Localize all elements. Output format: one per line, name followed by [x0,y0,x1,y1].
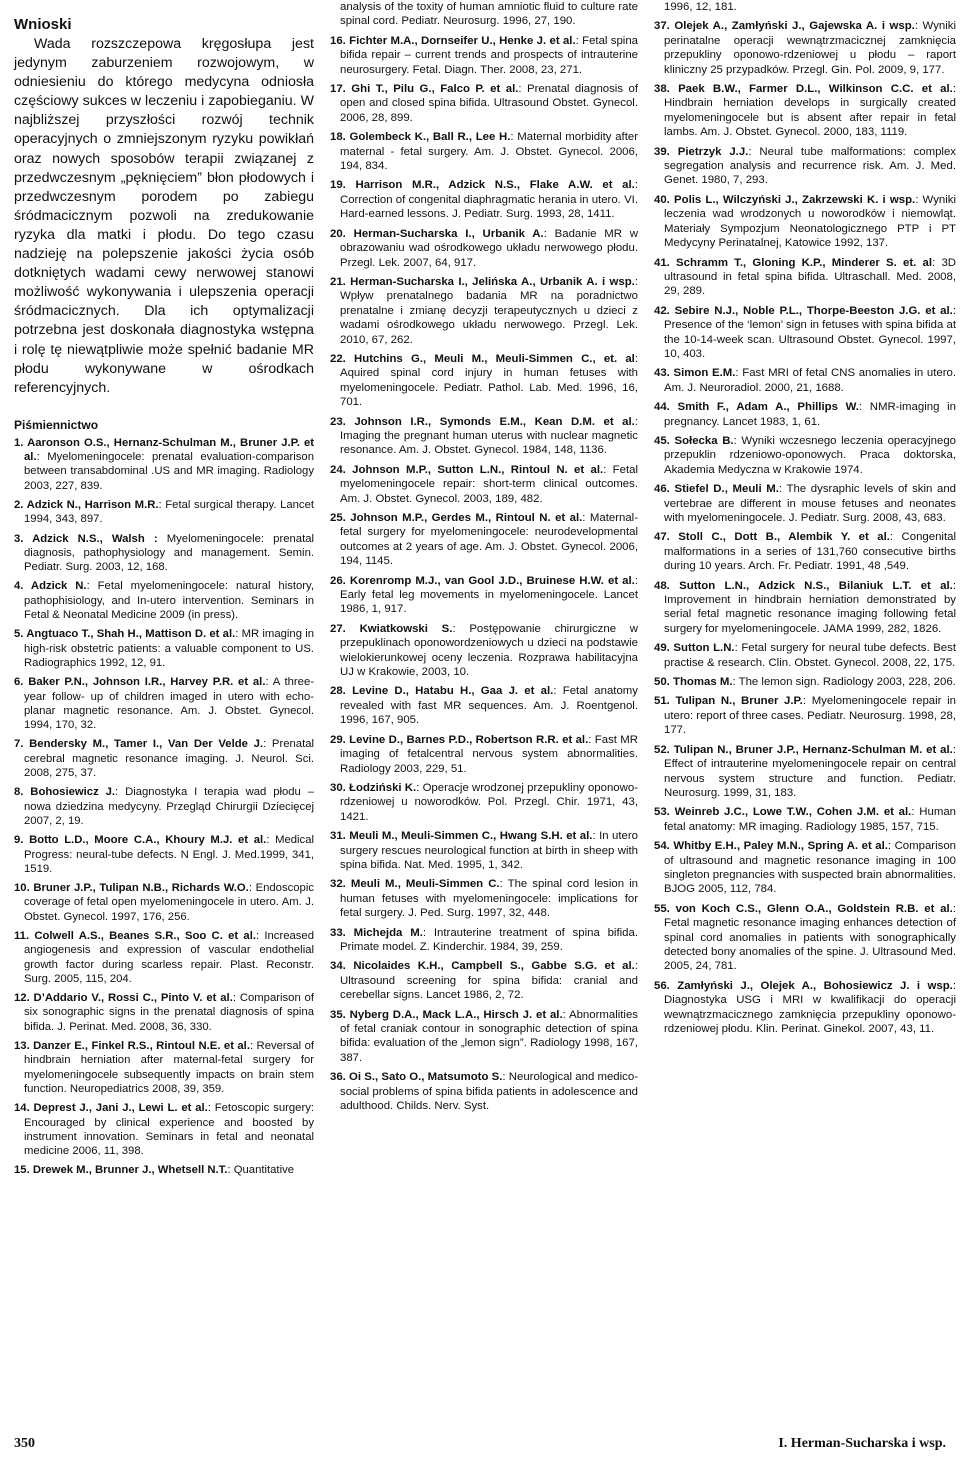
reference-authors: 15. Drewek M., Brunner J., Whetsell N.T. [14,1164,228,1177]
reference-text: : Fetal magnetic resonance imaging enhances detection of spinal cord anomalies in patients with sonographically detected bony anomalies of the spine. J. Ultrasound Med. 2005, 24, 781. [664,902,956,973]
reference-authors: 51. Tulipan N., Bruner J.P. [654,695,803,708]
reference-item [330,926,638,955]
reference-authors: 48. Sutton L.N., Adzick N.S., Bilaniuk L.T. et al. [654,579,953,592]
reference-authors: 2. Adzick N., Harrison M.R. [14,498,159,511]
reference-item [14,579,314,622]
running-author: I. Herman-Sucharska i wsp. [778,1436,946,1451]
reference-item [14,833,314,876]
reference-authors: 26. Korenromp M.J., van Gool J.D., Bruinese H.W. et al. [330,574,635,587]
reference-authors: 9. Botto L.D., Moore C.A., Khoury M.J. et al. [14,834,267,847]
reference-text: : Myelomeningocele: prenatal evaluation-comparison between transabdominal .US and MR imaging. Radiology 2003, 227, 839. [24,451,314,492]
reference-text: : Abnormalities of fetal craniak contour in sonographic detection of spina bifida: evaluation of the „lemon sign”. Radiology 1998, 167, 387. [340,1008,638,1064]
reference-text: : Operacje wrodzonej przepukliny oponowo-rdzeniowej u noworodków. Pol. Przegl. Chir. 1971, 43, 1421. [340,781,638,823]
reference-item [330,684,638,727]
reference-text: : Effect of intrauterine myelomeningocele repair on central nervous system structure and function. Pediatr. Neurosurg. 1999, 31, 183. [664,743,956,799]
reference-authors: 13. Danzer E., Finkel R.S., Rintoul N.E. et al. [14,1040,250,1053]
right-column [654,0,956,1041]
reference-authors: 43. Simon E.M. [654,367,736,380]
reference-authors: 24. Johnson M.P., Sutton L.N., Rintoul N. et al. [330,463,604,476]
reference-item [330,733,638,776]
reference-item [14,929,314,986]
reference-item [330,34,638,77]
reference-text: : Neurological and medico-social problems of spina bifida patients in adolescence and adulthood. Childs. Nerv. Syst. [340,1071,638,1113]
page-number: 350 [14,1436,35,1451]
reference-text: : Diagnostyka USG i MRI w kwalifikacji do operacji wewnątrzmacicznego zamknięcia przepukliny oponowo-rdzeniowej płodu. Klin. Perinat. Ginekol. 2007, 43, 11. [664,979,956,1035]
reference-authors: 25. Johnson M.P., Gerdes M., Rintoul N. et al. [330,512,583,524]
reference-item [654,19,956,77]
reference-item [14,498,314,527]
reference-text: : Maternal-fetal surgery for myelomeningocele: neurodevelopmental outcomes at 2 years of age. Am. J. Obstet. Gynecol. 2006, 194, 1145. [340,512,638,568]
reference-text: : Comparison of six sonographic signs in the prenatal diagnosis of spina bifida. J. Perinat. Med. 2008, 36, 330. [24,992,314,1033]
reference-text: : Maternal morbidity after maternal - fetal surgery. Am. J. Obstet. Gynecol. 2006, 194, 834. [340,131,638,173]
reference-text: : Fetal myelomeningocele: natural history, pathophisiology, and In-utero intervention. Seminars in Fetal & Neonatal Medicine 2009 (in press). [24,580,314,622]
reference-authors: 32. Meuli M., Meuli-Simmen C. [330,878,500,891]
reference-list-col1 [14,436,314,1178]
reference-text: : Increased angiogenesis and expression of vascular endothelial growth factor during scarless repair. Plast. Reconstr. Surg. 2005, 115, 204. [24,929,314,985]
reference-text: : Prenatal cerebral magnetic resonance imaging. J. Neurol. Sci. 2008, 275, 37. [24,738,315,780]
reference-item [330,511,638,569]
reference-text: analysis of the toxity of human amniotic fluid to culture rate spinal cord. Pediatr. Neurosurg. 1996, 27, 190. [340,1,638,28]
reference-authors: 16. Fichter M.A., Dornseifer U., Henke J. et al. [330,34,576,47]
reference-authors: 3. Adzick N.S., Walsh : [14,532,158,545]
reference-item [654,82,956,140]
reference-authors: 56. Zamłyński J., Olejek A., Bohosiewicz J. i wsp. [654,979,953,992]
reference-item [654,400,956,429]
reference-item [330,352,638,410]
reference-authors: 14. Deprest J., Jani J., Lewi L. et al. [14,1102,208,1115]
reference-authors: 44. Smith F., Adam A., Phillips W. [654,401,859,414]
reference-authors: 20. Herman-Sucharska I., Urbanik A. [330,227,544,240]
reference-text: : Improvement in hindbrain herniation demonstrated by serial fetal magnetic resonance imaging following fetal surgery for myelomeningocele. JAMA 1999, 282, 1826. [664,579,956,635]
reference-authors: 27. Kwiatkowski S. [330,622,453,635]
reference-authors: 18. Golembeck K., Ball R., Lee H. [330,131,511,144]
reference-text: : Prenatal diagnosis of open and closed spina bifida. Ultrasound Obstet. Gynecol. 2006, 28, 899. [340,83,638,124]
reference-item [654,979,956,1037]
reference-text: : MR imaging in high-risk obstetric patients: a valuable component to US. Radiographics 1992, 12, 91. [24,628,314,669]
reference-item [654,694,956,737]
reference-item [330,574,638,617]
reference-item [330,463,638,506]
reference-authors: 54. Whitby E.H., Paley M.N., Spring A. et al. [654,840,888,853]
reference-authors: 37. Olejek A., Zamłyński J., Gajewska A. i wsp. [654,20,915,33]
reference-item [654,902,956,974]
reference-item [14,991,314,1034]
reference-authors: 7. Bendersky M., Tamer I., Van Der Velde J. [14,738,264,751]
reference-text: : Neural tube malformations: complex segregation analysis and recurrence risk. Am. J. Med. Genet. 1980, 7, 293. [664,145,956,187]
reference-item [330,781,638,824]
reference-authors: 6. Baker P.N., Johnson I.R., Harvey P.R. et al. [14,676,266,689]
reference-item [14,1101,314,1158]
reference-item [654,304,956,362]
reference-authors: 33. Michejda M. [330,926,423,939]
reference-authors: 29. Levine D., Barnes P.D., Robertson R.R. et al. [330,733,589,746]
reference-text: : Hindbrain herniation develops in surgically created myelomeningocele but is absent after repair in fetal lambs. Am. J. Obstet. Gynecol. 2000, 183, 1119. [664,83,956,139]
reference-text: : Medical Progress: neural-tube defects. N Engl. J. Med.1999, 341, 1519. [24,834,314,875]
reference-text: : Myelomeningocele repair in utero: report of three cases. Pediatr. Neurosurg. 1998, 28, 177. [664,695,956,737]
reference-item [14,1039,314,1096]
reference-item [654,805,956,834]
reference-text: : The lemon sign. Radiology 2003, 228, 206. [732,676,956,689]
reference-authors: 12. D’Addario V., Rossi C., Pinto V. et al. [14,992,233,1005]
reference-authors: 46. Stiefel D., Meuli M. [654,483,779,496]
reference-item [330,130,638,173]
reference-item [14,436,314,493]
reference-text: : Reversal of hindbrain herniation after maternal-fetal surgery for myelomeningocele subsequently impacts on brain stem function. Neuropediatrics 2008, 39, 359. [24,1040,314,1095]
reference-text: : Imaging the pregnant human uterus with nuclear magnetic resonance. Am. J. Obstet. Gynecol. 1984, 148, 1136. [340,415,638,457]
reference-text: : Diagnostyka I terapia wad płodu – nowa dziedzina medycyny. Przegląd Chirurgii Dziecięcej 2007, 2, 19. [24,786,314,827]
reference-item [14,675,314,732]
reference-authors: 40. Polis L., Wilczyński J., Zakrzewski K. i wsp. [654,193,916,206]
reference-text: : NMR-imaging in pregnancy. Lancet 1983, 1, 61. [664,401,956,428]
reference-item [654,434,956,477]
reference-text: : Wpływ prenatalnego badania MR na poradnictwo prenatalne i zmianę decyzji terapeutycznych u dzieci z wadami ośrodkowego układu nerwowego. Przegl. Lek. 2010, 67, 262. [340,275,638,346]
reference-text: : The spinal cord lesion in human fetuses with myelomeningocele: implications for fetal surgery. J. Ped. Surg. 1997, 32, 448. [340,878,638,920]
reference-text: : Fast MRI of fetal CNS anomalies in utero. Am. J. Neuroradiol. 2000, 21, 1688. [664,367,956,394]
reference-item [654,579,956,637]
reference-authors: 53. Weinreb J.C., Lowe T.W., Cohen J.M. et al. [654,806,912,819]
reference-authors: 38. Paek B.W., Farmer D.L., Wilkinson C.C. et al. [654,83,953,96]
reference-text: : Ultrasound screening for spina bifida: cranial and cerebellar signs. Lancet 1986, 2, 72. [340,960,638,1002]
conclusions-paragraph: Wada rozszczepowa kręgosłupa jest jedynym zaburzeniem rozwojowym, w odniesieniu do którego medycyna odniosła częściowy sukces w leczeniu i zapobieganiu. W najbliższej przyszłości rozwój technik operacyjnych o zmniejszonym ryzyku powikłań oraz nowych sposobów terapii związanej z przedwczesnym „pęknięciem” błon płodowych i przedwczesnym porodem po zabiegu śródmacicznym pozwoli na zredukowanie ryzyka dla matki i płodu. Do tego czasu nadzieję na polepszenie jakości życia osób dotkniętych wadami cewy nerwowej stanowi możliwość wykonywania i ulepszenia operacji śródmacicznych. Dla ich optymalizacji potrzebna jest doskonała diagnostyka wstępna i rolę tę niewątpliwie może spełnić badanie MR płodu wykonywane w ośrodkach referencyjnych. [14,36,314,396]
reference-item [330,178,638,221]
reference-authors: 17. Ghi T., Pilu G., Falco P. et al. [330,83,519,96]
left-column [14,16,314,1183]
reference-authors: 5. Angtuaco T., Shah H., Mattison D. et al. [14,628,236,641]
reference-list-col2 [330,0,638,1113]
reference-authors: 8. Bohosiewicz J. [14,786,116,799]
reference-text: 1996, 12, 181. [664,1,737,13]
reference-item [330,1008,638,1066]
reference-text: : A three-year follow- up of children imaged in utero with echo-planar magnetic resonance. Am. J. Obstet. Gynecol. 1994, 170, 32. [24,676,315,732]
reference-authors: 42. Sebire N.J., Noble P.L., Thorpe-Beeston J.G. et al. [654,304,953,317]
reference-text: : Congenital malformations in a series of 131,760 consecutive births during 10 years. Arch. Fr. Pediatr. 1991, 48 ,549. [664,531,956,573]
reference-text: : Wyniki leczenia wad wrodzonych u noworodków i niemowląt. Materiały Sympozjum Neonatologicznego PTP i PT Medycyny Perinatalnej, Katowice 1992, 137. [664,193,956,250]
reference-text: Myelomeningocele: prenatal diagnosis, pathophysiology and management. Semin. Pediatr. Surg. 2003, 12, 168. [24,532,315,574]
reference-text: : Endoscopic coverage of fetal open myelomeningocele in utero. Am. J. Obstet. Gynecol. 1997, 176, 256. [24,882,314,923]
reference-text: : Intrauterine treatment of spina bifida. Primate model. Z. Kinderchir. 1984, 39, 259. [340,926,638,953]
reference-authors: 11. Colwell A.S., Beanes S.R., Soo C. et al. [14,929,256,942]
reference-item [654,530,956,573]
reference-text: : Wyniki wczesnego leczenia operacyjnego przepuklin rdzeniowo-oponowych. Praca doktorska, Akademia Medyczna w Krakowie 1974. [664,434,956,476]
reference-text: : In utero surgery rescues neurological function at birth in sheep with spina bifida. Nat. Med. 1995, 1, 342. [340,830,638,871]
reference-item [654,675,956,689]
reference-authors: 22. Hutchins G., Meuli M., Meuli-Simmen C., et. al [330,352,635,365]
reference-item [14,627,314,670]
reference-authors: 30. Łodziński K. [330,781,417,794]
reference-authors: 1. Aaronson O.S., Hernanz-Schulman M., Bruner J.P. et al. [14,436,314,464]
reference-text: : 3D ultrasound in fetal spina bifida. Ultraschall. Med. 2008, 29, 289. [664,256,957,298]
reference-text: : Fetal anatomy revealed with fast MR sequences. Am. J. Roentgenol. 1996, 167, 905. [340,685,638,727]
reference-text: : Early fetal leg movements in myelomeningocele. Lancet 1986, 1, 917. [340,574,638,616]
reference-item [330,877,638,920]
reference-text: : Presence of the ‘lemon’ sign in fetuses with spina bifida at the 10-14-week scan. Ultrasound Obstet. Gynecol. 1997, 10, 403. [664,304,956,360]
reference-authors: 34. Nicolaides K.H., Campbell S., Gabbe S.G. et al. [330,960,635,973]
reference-item [330,829,638,872]
reference-item [330,622,638,680]
reference-text: : Aquired spinal cord injury in human fetuses with myelomeningocele. Pediatr. Pathol. Lab. Med. 1996, 16, 701. [340,352,638,409]
reference-item [654,366,956,395]
reference-authors: 19. Harrison M.R., Adzick N.S., Flake A.W. et al. [330,179,635,192]
reference-authors: 45. Sołecka B. [654,434,734,447]
reference-text: : Fetal myelomeningocele repair: short-term clinical outcomes. Am. J. Obstet. Gynecol. 2003, 189, 482. [340,463,638,505]
reference-item [330,275,638,347]
reference-authors: 21. Herman-Sucharska I., Jelińska A., Urbanik A. i wsp. [330,275,635,288]
reference-item [330,415,638,458]
reference-authors: 41. Schramm T., Gloning K.P., Minderer S. et. al [654,256,933,269]
reference-item [14,785,314,828]
reference-text: : Comparison of ultrasound and magnetic resonance imaging in 100 singleton pregnancies with suspected brain abnormalities. BJOG 2005, 112, 784. [664,840,956,896]
reference-authors: 28. Levine D., Hatabu H., Gaa J. et al. [330,685,554,698]
reference-list-col3 [654,0,956,1036]
reference-text: : Human fetal anatomy: MR imaging. Radiology 1985, 157, 715. [664,806,956,833]
reference-item [330,82,638,125]
reference-item [654,743,956,801]
reference-authors: 23. Johnson I.R., Symonds E.M., Kean D.M. et al. [330,415,635,428]
reference-authors: 55. von Koch C.S., Glenn O.A., Goldstein R.B. et al. [654,902,953,915]
reference-text: : Badanie MR w obrazowaniu wad ośrodkowego układu nerwowego płodu. Przegl. Lek. 2007, 64, 917. [340,227,638,269]
reference-authors: 49. Sutton L.N. [654,642,735,655]
reference-authors: 52. Tulipan N., Bruner J.P., Hernanz-Schulman M. et al. [654,743,953,756]
references-heading: Piśmiennictwo [14,417,99,432]
reference-text: : The dysraphic levels of skin and vertebrae are different in mouse fetuses and neonates with myelomeningocele. J. Pediatr. Surg. 2008, 43, 683. [664,483,956,524]
reference-item [330,1070,638,1113]
reference-item [654,0,956,14]
reference-item [654,641,956,670]
reference-text: : Fetal spina bifida repair – current trends and prospects of intrauterine neurosurgery. Fetal. Diagn. Ther. 2008, 23, 271. [340,34,638,76]
reference-text: : Wyniki perinatalne operacji wewnątrzmacicznej zamknięcia przepukliny oponowo-rdzeniowej u płodu – raport kliniczny 25 przypadków. Przegl. Gin. Pol. 2009, 9, 177. [664,20,956,76]
reference-text: : Correction of congenital diaphragmatic herania in utero. VI. Hard-earned lessons. J. Pediatr. Surg. 1993, 28, 1411. [340,179,638,221]
conclusions-heading: Wnioski [14,16,72,33]
reference-item [654,256,956,299]
reference-text: : Fetoscopic surgery: Encouraged by clinical experience and boosted by instrument innovation. Seminars in fetal and neonatal medicine 2006, 11, 398. [24,1102,315,1158]
reference-authors: 31. Meuli M., Meuli-Simmen C., Hwang S.H. et al. [330,830,593,843]
reference-authors: 47. Stoll C., Dott B., Alembik Y. et al. [654,531,890,544]
reference-text: : Fetal surgical therapy. Lancet 1994, 343, 897. [24,498,314,526]
reference-item [14,532,314,575]
reference-item [330,0,638,29]
reference-authors: 36. Oi S., Sato O., Matsumoto S. [330,1071,503,1084]
reference-item [330,959,638,1002]
reference-text: : Fetal surgery for neural tube defects. Best practise & research. Clin. Obstet. Gynecol. 2008, 22, 175. [664,642,956,669]
reference-item [14,737,314,780]
reference-text: : Postępowanie chirurgiczne w przepuklinach oponowordzeniowych u dzieci na podstawie wielokierunkowej oceny leczenia. Rozprawa habilitacyjna UJ w Krakowie, 2003, 10. [340,622,638,679]
reference-authors: 4. Adzick N. [14,580,87,593]
reference-authors: 35. Nyberg D.A., Mack L.A., Hirsch J. et al. [330,1008,563,1021]
reference-item [654,482,956,525]
reference-item [654,145,956,188]
reference-item [654,193,956,251]
reference-authors: 50. Thomas M. [654,676,733,689]
reference-text: : Fast MR imaging of fetalcentral nervous system abnormalities. Radiology 2003, 229, 51. [340,733,638,775]
reference-authors: 39. Pietrzyk J.J. [654,145,749,158]
reference-item [654,839,956,897]
reference-item [14,1163,314,1177]
reference-authors: 10. Bruner J.P., Tulipan N.B., Richards W.O. [14,882,249,895]
reference-text: : Quantitative [227,1164,295,1177]
reference-item [14,881,314,924]
middle-column [330,0,638,1118]
reference-item [330,227,638,270]
